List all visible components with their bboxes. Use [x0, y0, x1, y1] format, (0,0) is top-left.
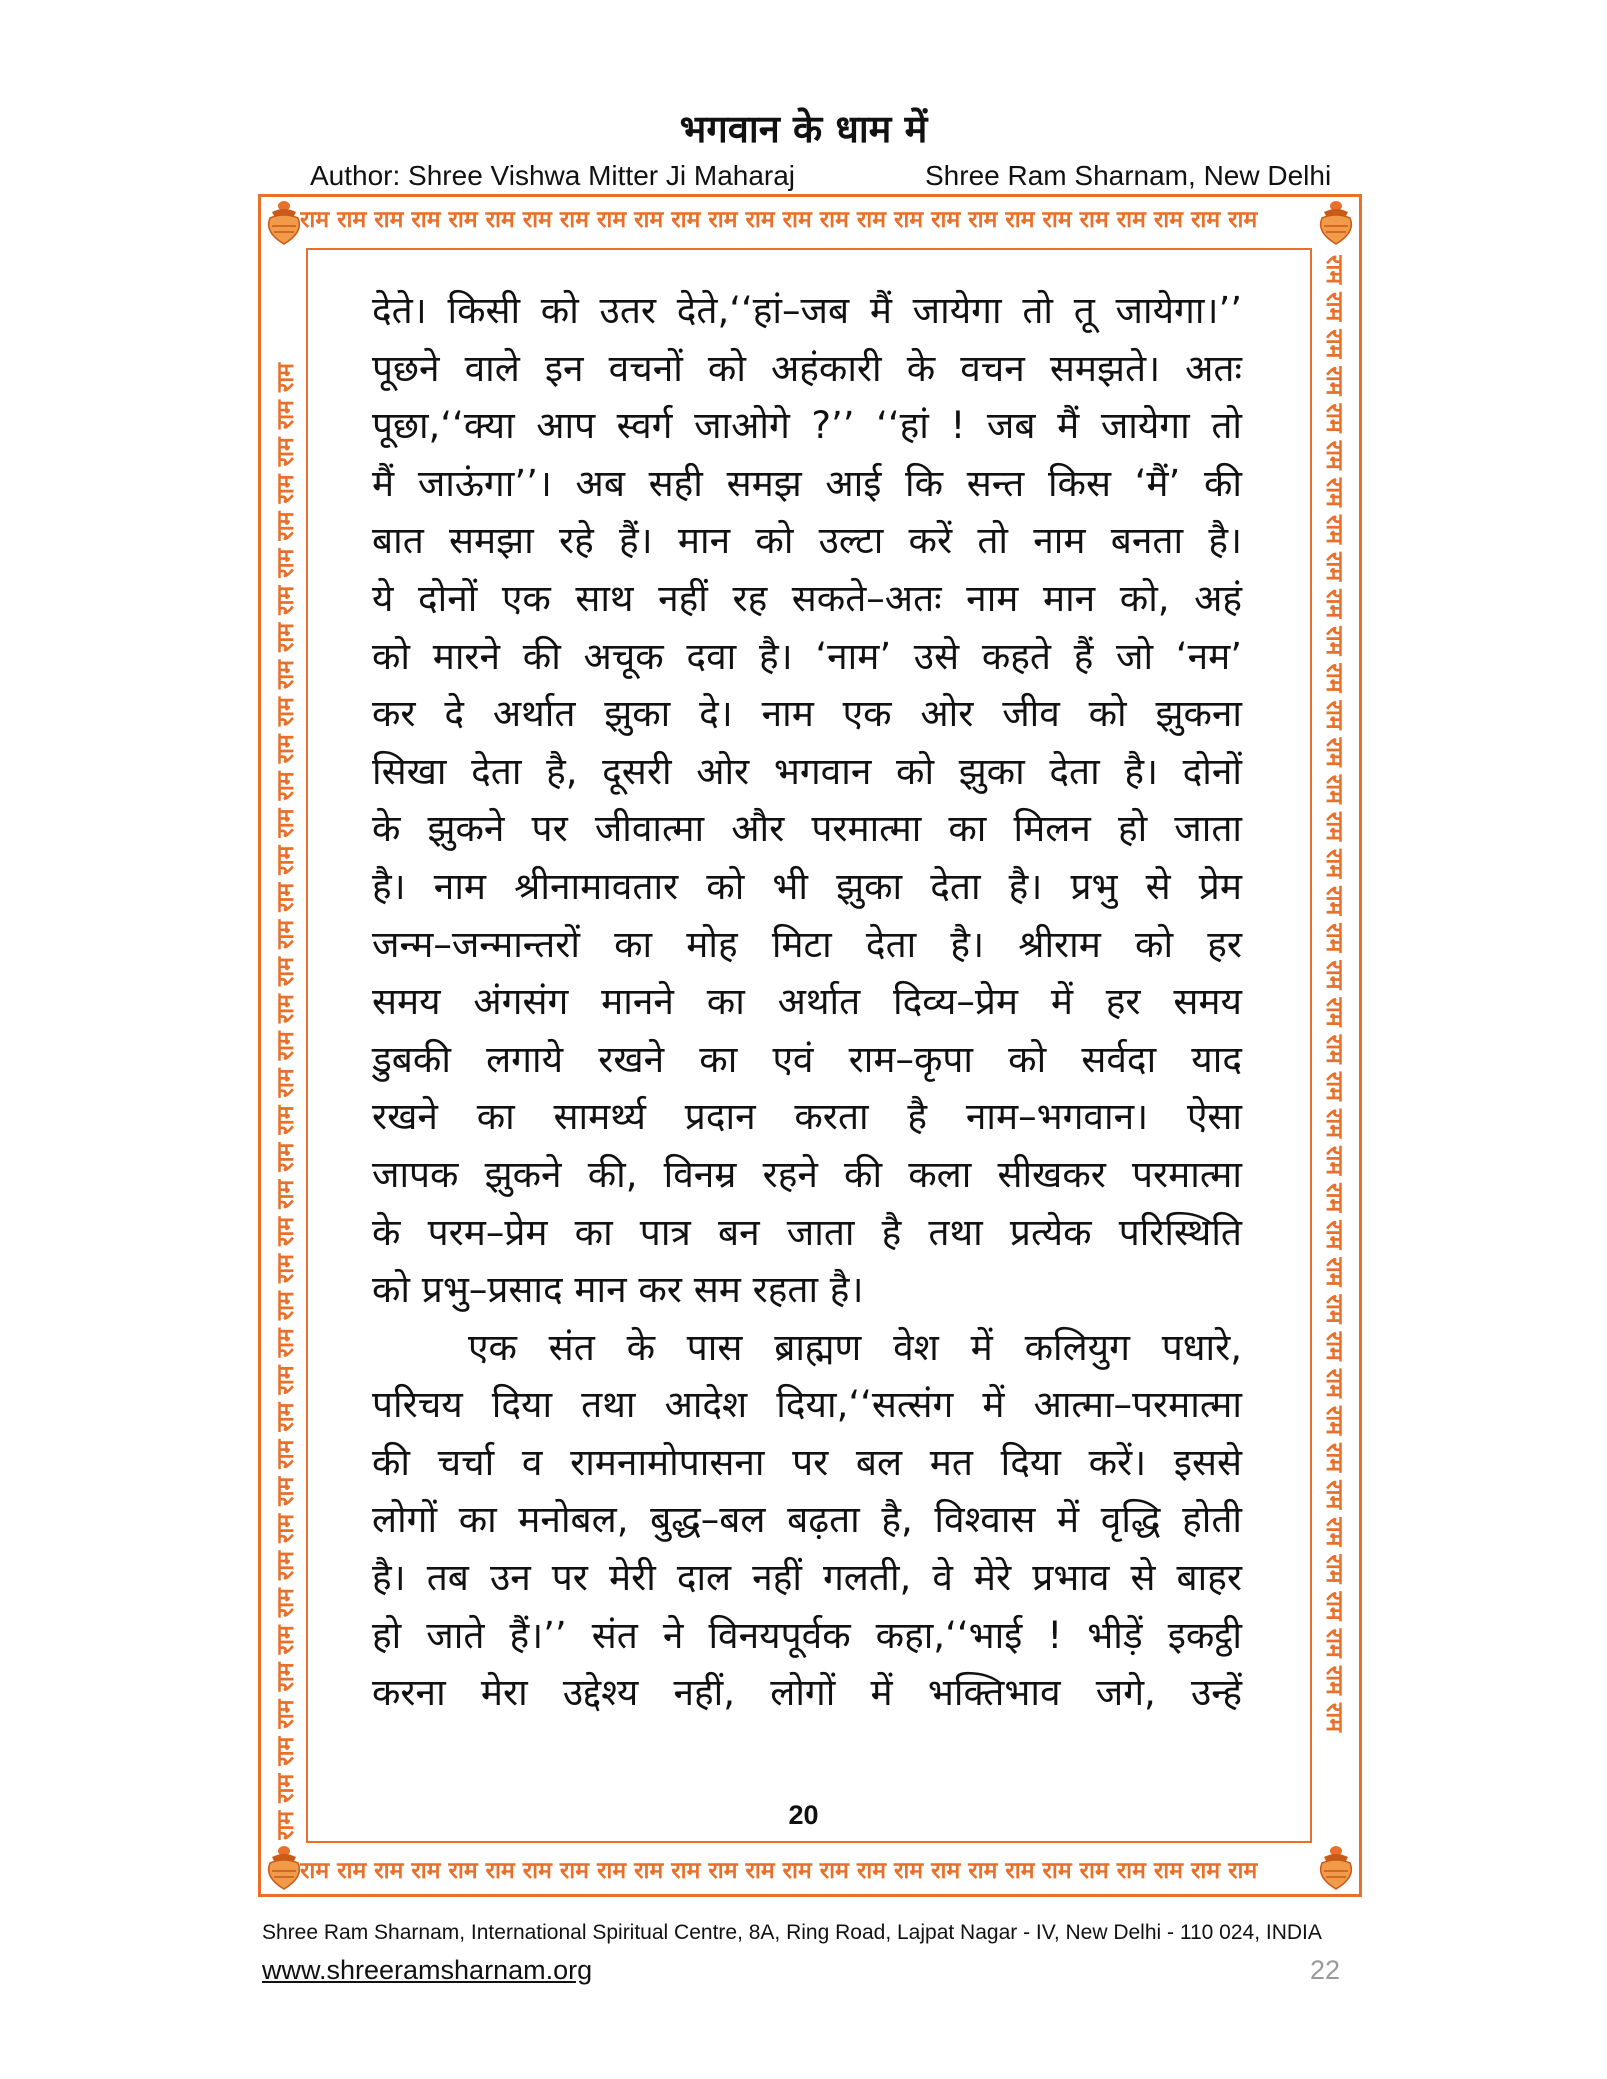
text-line: को मारने की अचूक दवा है। ‘नाम’ उसे कहते हैं जो ‘नम’: [372, 634, 1242, 678]
text-line: लोगों का मनोबल, बुद्ध–बल बढ़ता है, विश्वास में वृद्धि होती: [372, 1498, 1242, 1542]
text-line: रखने का सामर्थ्य प्रदान करता है नाम–भगवान। ऐसा: [372, 1095, 1243, 1139]
text-line: बात समझा रहे हैं। मान को उल्टा करें तो नाम बनता है।: [372, 519, 1242, 563]
text-line: की चर्चा व रामनामोपासना पर बल मत दिया करें। इससे: [372, 1440, 1242, 1484]
kalash-icon: [1314, 1843, 1358, 1893]
kalash-icon: [1314, 198, 1358, 248]
footer-address: Shree Ram Sharnam, International Spiritual Centre, 8A, Ring Road, Lajpat Nagar - IV, New Delhi - 110 024, INDIA: [262, 1921, 1322, 1944]
kalash-icon: [262, 198, 306, 248]
text-line: देते। किसी को उतर देते,‘‘हां–जब मैं जायेगा तो तू जायेगा।’’: [372, 289, 1242, 332]
author-line: Author: Shree Vishwa Mitter Ji Maharaj: [310, 160, 796, 191]
kalash-icon: [262, 1843, 306, 1893]
text-line: परिचय दिया तथा आदेश दिया,‘‘सत्संग में आत्मा–परमात्मा: [372, 1383, 1242, 1427]
text-line: है। तब उन पर मेरी दाल नहीं गलती, वे मेरे प्रभाव से बाहर: [372, 1556, 1242, 1600]
text-line: के परम–प्रेम का पात्र बन जाता है तथा प्रत्येक परिस्थिति: [372, 1210, 1242, 1254]
text-line: पूछने वाले इन वचनों को अहंकारी के वचन समझते। अतः: [372, 346, 1242, 390]
text-line: के झुकने पर जीवात्मा और परमात्मा का मिलन हो जाता: [372, 807, 1242, 851]
border-text-top: राम राम राम राम राम राम राम राम राम राम राम राम राम राम राम राम राम राम राम राम राम राम राम राम राम राम: [300, 207, 1258, 233]
text-line: सिखा देता है, दूसरी ओर भगवान को झुका देता है। दोनों: [372, 749, 1242, 793]
border-text-bottom: राम राम राम राम राम राम राम राम राम राम राम राम राम राम राम राम राम राम राम राम राम राम राम राम राम राम: [300, 1858, 1258, 1884]
text-line: ये दोनों एक साथ नहीं रह सकते–अतः नाम मान को, अहं: [372, 576, 1242, 620]
footer-website-link[interactable]: www.shreeramsharnam.org: [262, 1955, 593, 1985]
text-line: मैं जाऊंगा’’। अब सही समझ आई कि सन्त किस ‘मैं’ की: [372, 461, 1242, 505]
border-text-left: राम राम राम राम राम राम राम राम राम राम राम राम राम राम राम राम राम राम राम राम राम राम राम राम राम राम राम राम राम राम राम राम राम राम राम राम राम राम राम राम: [273, 362, 299, 1840]
place-line: Shree Ram Sharnam, New Delhi: [925, 160, 1332, 191]
text-line: पूछा,‘‘क्या आप स्वर्ग जाओगे ?’’ ‘‘हां ! जब मैं जायेगा तो: [372, 404, 1242, 448]
text-line: हो जाते हैं।’’ संत ने विनयपूर्वक कहा,‘‘भाई ! भीड़ें इकट्ठी: [372, 1613, 1242, 1657]
text-line: है। नाम श्रीनामावतार को भी झुका देता है। प्रभु से प्रेम: [372, 864, 1242, 908]
text-line: जन्म–जन्मान्तरों का मोह मिटा देता है। श्रीराम को हर: [372, 922, 1242, 966]
border-text-right: राम राम राम राम राम राम राम राम राम राम राम राम राम राम राम राम राम राम राम राम राम राम राम राम राम राम राम राम राम राम राम राम राम राम राम राम राम राम राम राम: [1321, 255, 1347, 1733]
text-line: कर दे अर्थात झुका दे। नाम एक ओर जीव को झुकना: [372, 692, 1242, 736]
text-line: को प्रभु–प्रसाद मान कर सम रहता है।: [372, 1268, 864, 1312]
text-line: समय अंगसंग मानने का अर्थात दिव्य–प्रेम में हर समय: [372, 980, 1242, 1024]
text-line: डुबकी लगाये रखने का एवं राम–कृपा को सर्वदा याद: [372, 1037, 1242, 1081]
footer-page-number: 22: [1310, 1955, 1341, 1985]
inner-page-number: 20: [788, 1800, 819, 1830]
body-text: [372, 282, 1242, 1722]
page-title: भगवान के धाम में: [679, 107, 928, 151]
text-line: करना मेरा उद्देश्य नहीं, लोगों में भक्तिभाव जगे, उन्हें: [372, 1671, 1242, 1715]
text-line: जापक झुकने की, विनम्र रहने की कला सीखकर परमात्मा: [372, 1152, 1242, 1196]
text-line: एक संत के पास ब्राह्मण वेश में कलियुग पधारे,: [468, 1325, 1242, 1369]
